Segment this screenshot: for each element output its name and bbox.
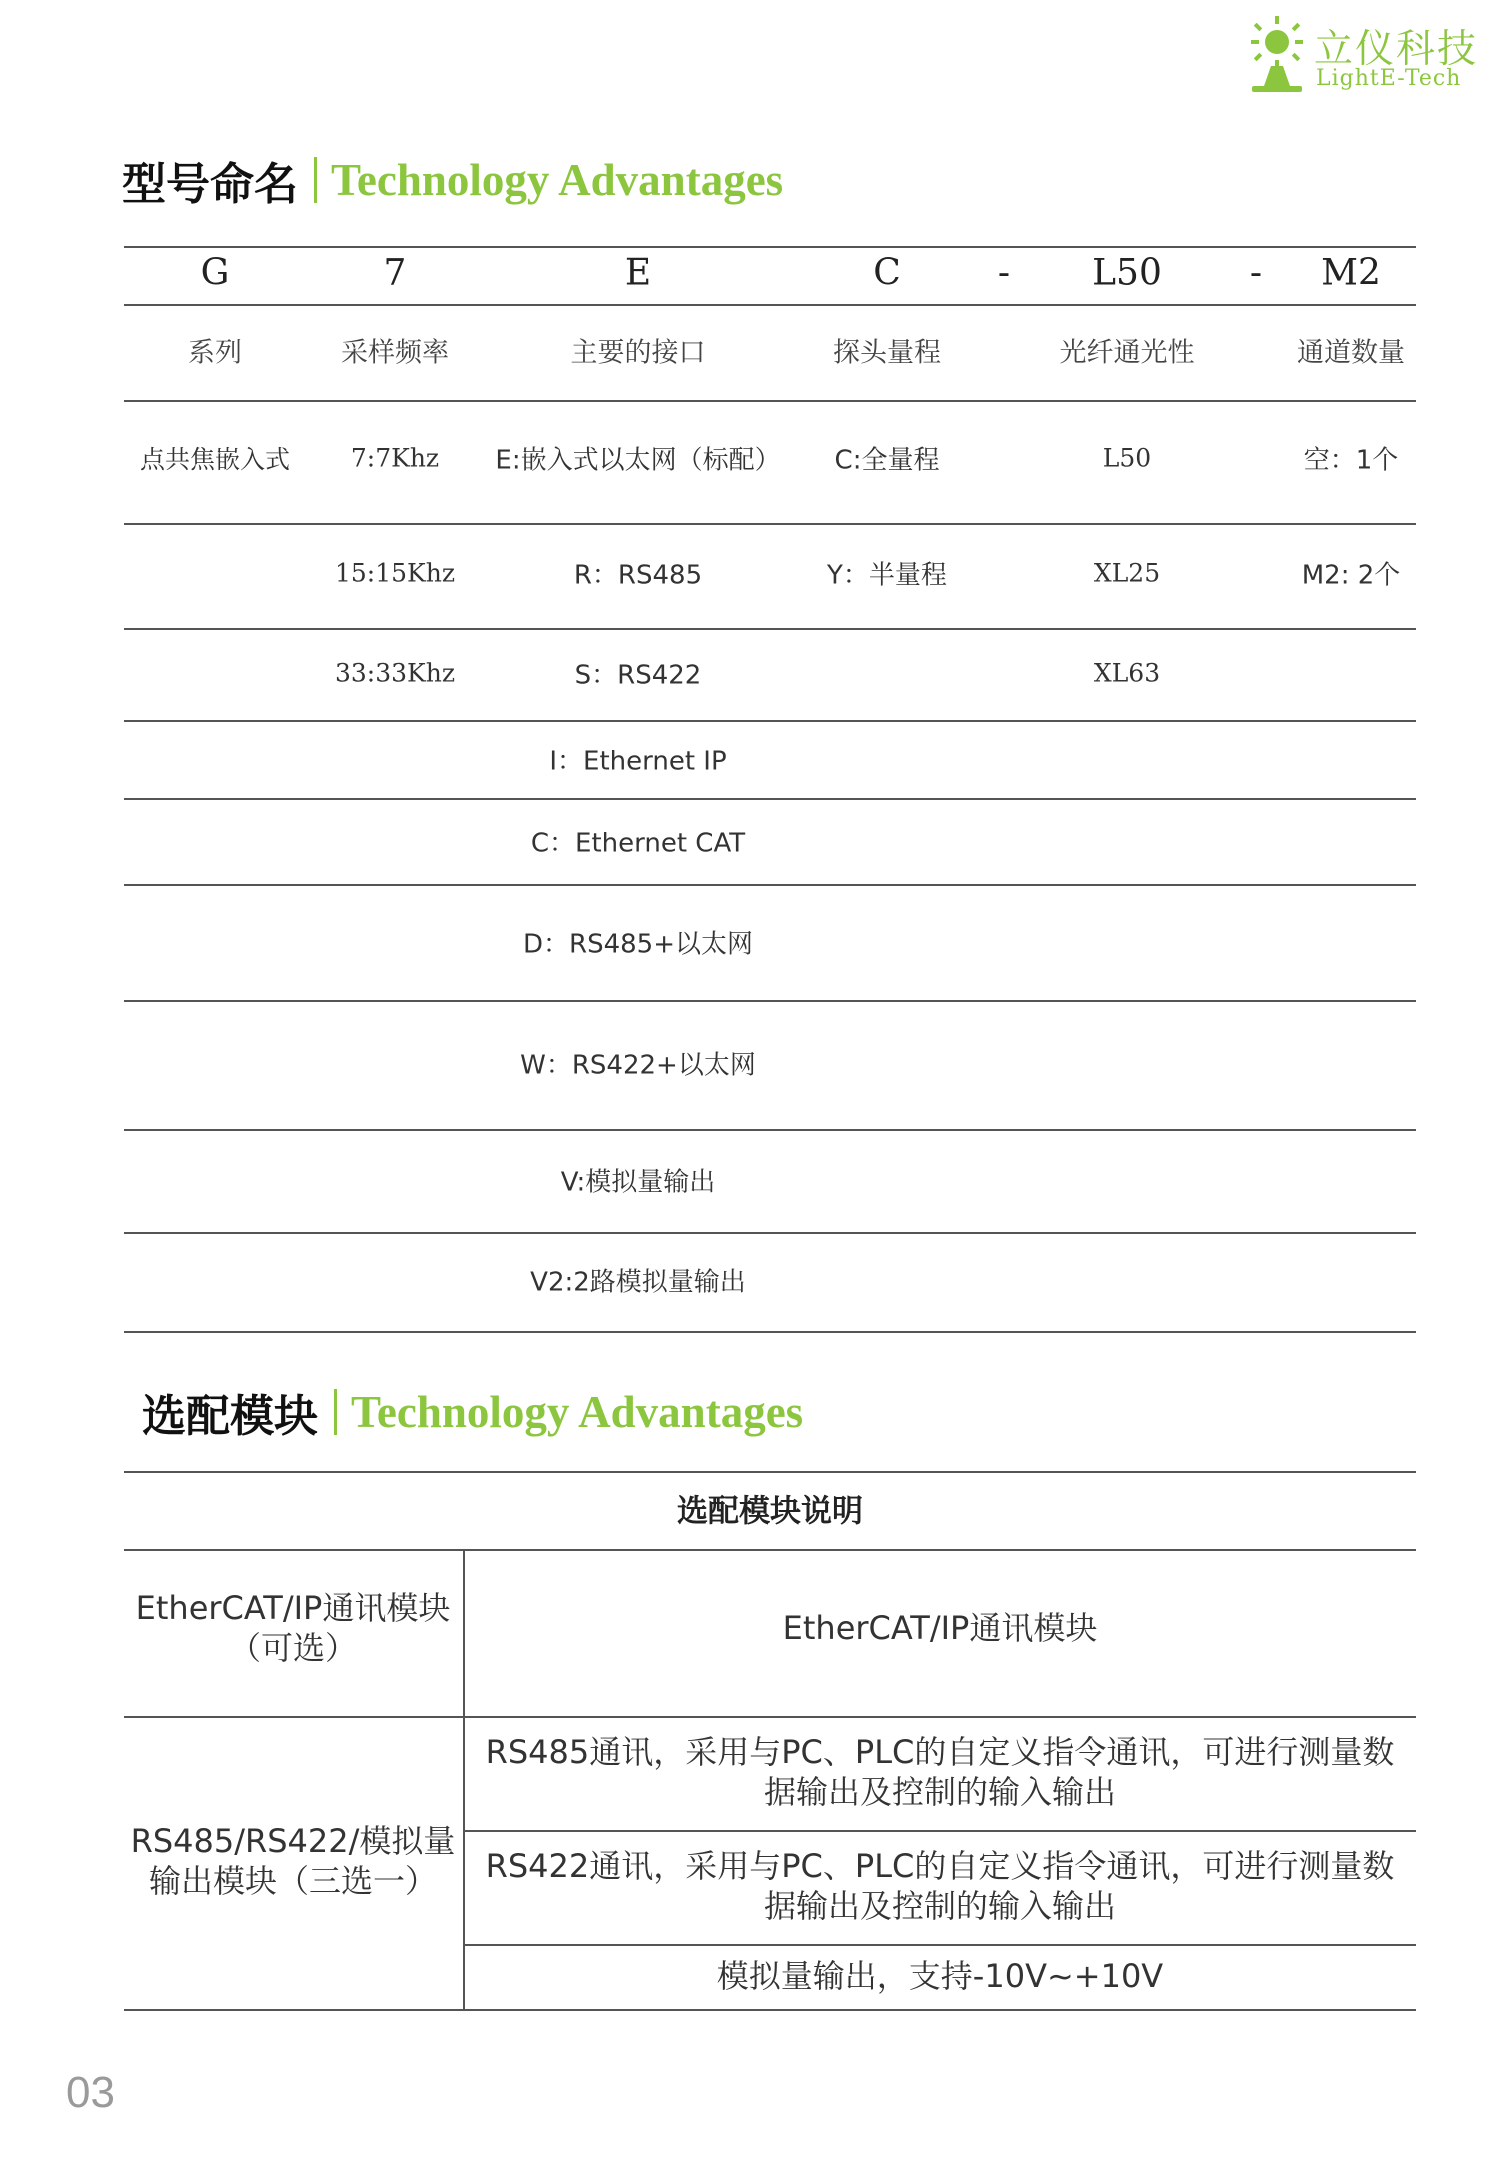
module-desc-rs485: RS485通讯，采用与PC、PLC的自定义指令通讯，可进行测量数据输出及控制的输入输出 [485,1733,1395,1811]
table-rule [124,628,1416,630]
sun-lamp-icon [1238,14,1316,96]
code-fiber: L50 [1092,252,1162,294]
table-rule [124,1000,1416,1002]
cell-range: C:全量程 [834,445,940,476]
cell-sampling: 7:7Khz [350,443,440,473]
section-title-cn: 型号命名 [122,159,298,210]
logo-chinese-name: 立仪科技 [1314,27,1479,72]
table-rule [124,1331,1416,1333]
cell-fiber: XL63 [1093,658,1161,688]
cell-interface: S：RS422 [574,660,702,691]
table-rule [465,1944,1416,1946]
cell-range: Y：半量程 [827,560,947,591]
header-interface: 主要的接口 [570,337,706,369]
header-range: 探头量程 [833,337,941,369]
code-separator: - [997,252,1011,294]
header-series: 系列 [188,337,242,369]
cell-fiber: XL25 [1093,558,1161,588]
cell-channels: M2: 2个 [1301,560,1401,591]
code-range: C [873,252,901,294]
cell-sampling: 15:15Khz [335,558,455,588]
interface-option: D：RS485+以太网 [522,929,754,960]
table-rule [124,523,1416,525]
code-interface: E [624,252,652,294]
table-rule [124,1549,1416,1551]
table-rule [124,246,1416,248]
title-divider [334,1389,337,1435]
section-title-optional-modules [142,1380,803,1444]
code-series: G [200,252,230,294]
module-name-line: 输出模块（三选一） [148,1862,437,1900]
module-desc-rs422: RS422通讯，采用与PC、PLC的自定义指令通讯，可进行测量数据输出及控制的输入输出 [485,1847,1395,1925]
table-rule [124,1129,1416,1131]
code-channels: M2 [1321,252,1381,294]
section-title-cn: 选配模块 [142,1391,318,1442]
table-rule [124,400,1416,402]
header-fiber: 光纤通光性 [1059,337,1195,369]
interface-option: V:模拟量输出 [560,1167,716,1198]
header-sampling: 采样频率 [341,337,449,369]
table-rule [124,304,1416,306]
title-divider [314,157,317,203]
cell-sampling: 33:33Khz [335,658,455,688]
table-rule [124,1232,1416,1234]
section-title-en: Technology Advantages [331,155,784,205]
cell-series: 点共焦嵌入式 [139,445,291,474]
modules-table-header: 选配模块说明 [677,1493,863,1530]
interface-option: V2:2路模拟量输出 [530,1267,746,1298]
table-rule [465,1830,1416,1832]
cell-interface: E:嵌入式以太网（标配） [495,445,781,476]
module-name-line: RS485/RS422/模拟量 [130,1822,456,1860]
cell-fiber: L50 [1102,443,1152,473]
company-logo [1238,10,1478,100]
interface-option: W：RS422+以太网 [520,1050,756,1081]
table-column-divider [463,1549,465,2010]
table-rule [124,2009,1416,2011]
page-number: 03 [66,2068,115,2117]
table-rule [124,798,1416,800]
table-rule [124,884,1416,886]
code-separator: - [1249,252,1263,294]
module-name-serial-analog [128,1821,458,1901]
module-name-ethercat [128,1588,458,1668]
cell-channels: 空：1个 [1303,445,1399,476]
code-sampling: 7 [383,252,407,294]
module-desc-analog: 模拟量输出，支持-10V~+10V [716,1957,1164,1995]
logo-english-name: LightE-Tech [1316,66,1462,91]
module-name-line: （可选） [228,1629,357,1667]
interface-option: C：Ethernet CAT [530,828,746,859]
table-rule [124,720,1416,722]
cell-interface: R：RS485 [573,560,703,591]
interface-option: I：Ethernet IP [549,746,727,777]
header-channels: 通道数量 [1297,337,1405,369]
module-name-line: EtherCAT/IP通讯模块 [135,1589,451,1627]
table-rule [124,1471,1416,1473]
section-title-en: Technology Advantages [351,1387,804,1437]
module-desc-ethercat: EtherCAT/IP通讯模块 [782,1609,1098,1647]
section-title-model-naming [122,148,783,212]
table-rule [124,1716,1416,1718]
